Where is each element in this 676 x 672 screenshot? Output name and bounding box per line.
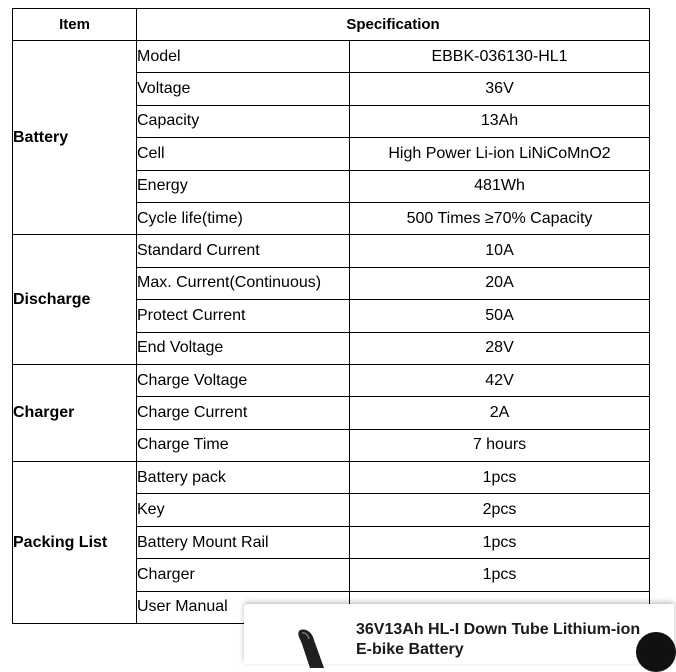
param-cell: Charge Voltage bbox=[137, 364, 350, 396]
value-cell: High Power Li-ion LiNiCoMnO2 bbox=[350, 138, 650, 170]
value-cell: EBBK-036130-HL1 bbox=[350, 41, 650, 73]
param-cell: Capacity bbox=[137, 105, 350, 137]
value-cell: 1pcs bbox=[350, 526, 650, 558]
param-cell: Model bbox=[137, 41, 350, 73]
value-cell: 1pcs bbox=[350, 462, 650, 494]
param-cell: Charger bbox=[137, 559, 350, 591]
param-cell: Cycle life(time) bbox=[137, 202, 350, 234]
value-cell: 36V bbox=[350, 73, 650, 105]
table-body bbox=[13, 41, 650, 624]
group-label: Packing List bbox=[13, 462, 137, 624]
group-label: Charger bbox=[13, 364, 137, 461]
value-cell: 42V bbox=[350, 364, 650, 396]
value-cell: 500 Times ≥70% Capacity bbox=[350, 202, 650, 234]
param-cell: Standard Current bbox=[137, 235, 350, 267]
param-cell: Voltage bbox=[137, 73, 350, 105]
param-cell: Charge Current bbox=[137, 397, 350, 429]
value-cell: 50A bbox=[350, 300, 650, 332]
table-row bbox=[13, 235, 650, 267]
value-cell: 481Wh bbox=[350, 170, 650, 202]
table-row bbox=[13, 364, 650, 396]
param-cell: User Manual bbox=[137, 591, 350, 623]
value-cell: 10A bbox=[350, 235, 650, 267]
specification-table bbox=[12, 8, 650, 624]
table-header-row bbox=[13, 9, 650, 41]
group-label: Discharge bbox=[13, 235, 137, 365]
value-cell: 2pcs bbox=[350, 494, 650, 526]
value-cell: 20A bbox=[350, 267, 650, 299]
header-item: Item bbox=[13, 9, 137, 41]
group-label: Battery bbox=[13, 41, 137, 235]
value-cell: 1pcs bbox=[350, 559, 650, 591]
value-cell: 7 hours bbox=[350, 429, 650, 461]
product-title[interactable]: 36V13Ah HL-I Down Tube Lithium-ion E-bike Battery bbox=[356, 621, 641, 658]
param-cell: Protect Current bbox=[137, 300, 350, 332]
header-specification: Specification bbox=[137, 9, 650, 41]
value-cell: 28V bbox=[350, 332, 650, 364]
table-row bbox=[13, 462, 650, 494]
param-cell: Charge Time bbox=[137, 429, 350, 461]
table-row bbox=[13, 41, 650, 73]
param-cell: Battery Mount Rail bbox=[137, 526, 350, 558]
param-cell: Max. Current(Continuous) bbox=[137, 267, 350, 299]
param-cell: Cell bbox=[137, 138, 350, 170]
param-cell: Battery pack bbox=[137, 462, 350, 494]
battery-product-icon bbox=[266, 624, 326, 664]
product-card[interactable] bbox=[244, 604, 674, 664]
param-cell: Key bbox=[137, 494, 350, 526]
value-cell: 2A bbox=[350, 397, 650, 429]
round-action-icon[interactable] bbox=[636, 632, 676, 672]
param-cell: Energy bbox=[137, 170, 350, 202]
param-cell: End Voltage bbox=[137, 332, 350, 364]
value-cell: 13Ah bbox=[350, 105, 650, 137]
